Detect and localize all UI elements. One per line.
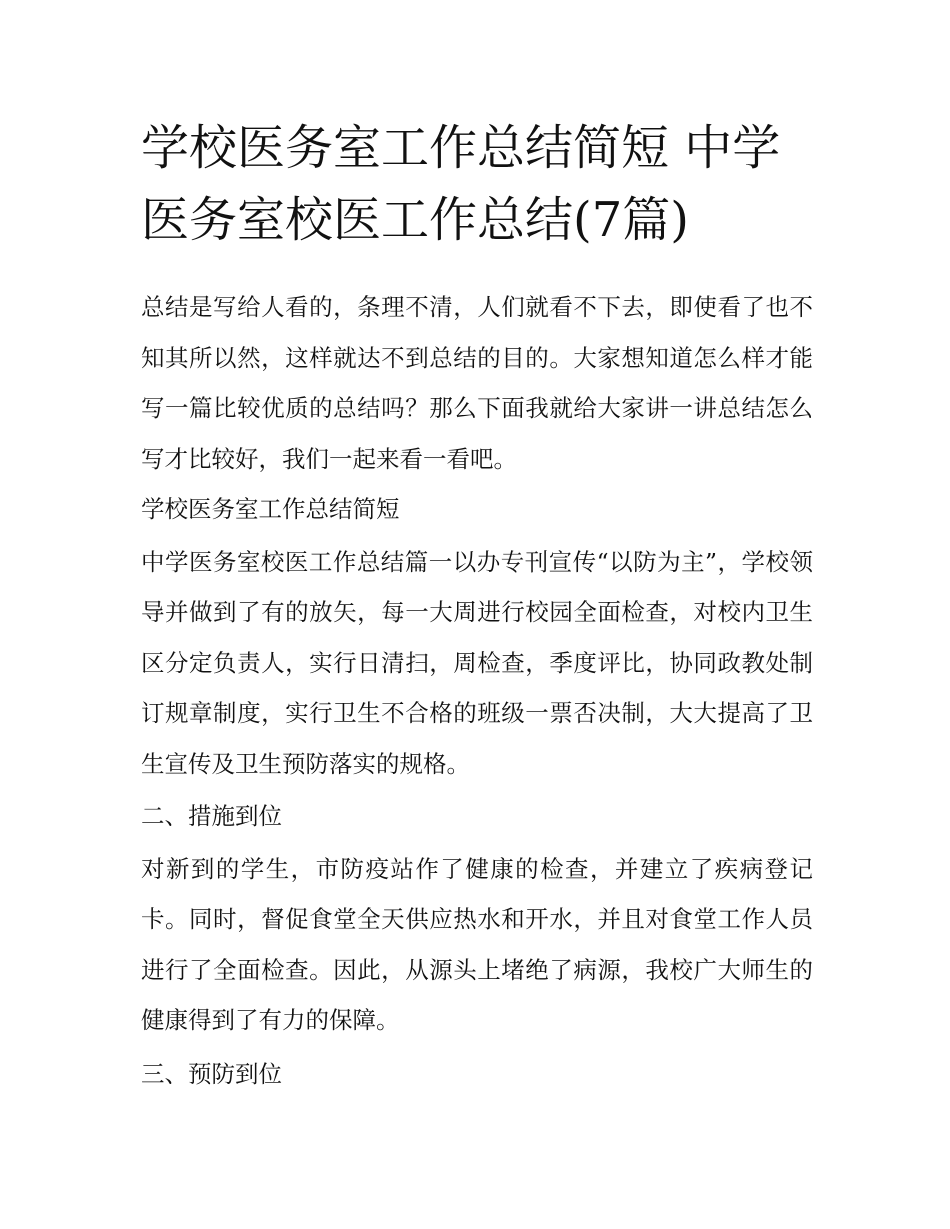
heading-prevention: 三、预防到位 xyxy=(141,1059,282,1088)
section-heading: 学校医务室工作总结简短 xyxy=(141,495,400,523)
document-page xyxy=(141,112,813,1099)
heading-measures: 二、措施到位 xyxy=(141,802,282,830)
paragraph-1: 中学医务室校医工作总结篇一以办专刊宣传“以防为主”，学校领导并做到了有的放矢，每一大周进行校园全面检查，对校内卫生区分定负责人，实行日清扫，周检查，季度评比，协同政教处制订规章制度，实行卫生不合格的班级一票否决制，大大提高了卫生宣传及卫生预防落实的规格。 xyxy=(141,547,813,778)
paragraph-2: 对新到的学生，市防疫站作了健康的检查，并建立了疾病登记卡。同时，督促食堂全天供应热水和开水，并且对食堂工作人员进行了全面检查。因此，从源头上堵绝了病源，我校广大师生的健康得到了有力的保障。 xyxy=(141,854,813,1034)
intro-paragraph: 总结是写给人看的，条理不清，人们就看不下去，即使看了也不知其所以然，这样就达不到总结的目的。大家想知道怎么样才能写一篇比较优质的总结吗？那么下面我就给大家讲一讲总结怎么写才比较好，我们一起来看一看吧。 xyxy=(141,293,813,473)
document-title: 学校医务室工作总结简短 中学医务室校医工作总结(7篇) xyxy=(141,120,781,248)
